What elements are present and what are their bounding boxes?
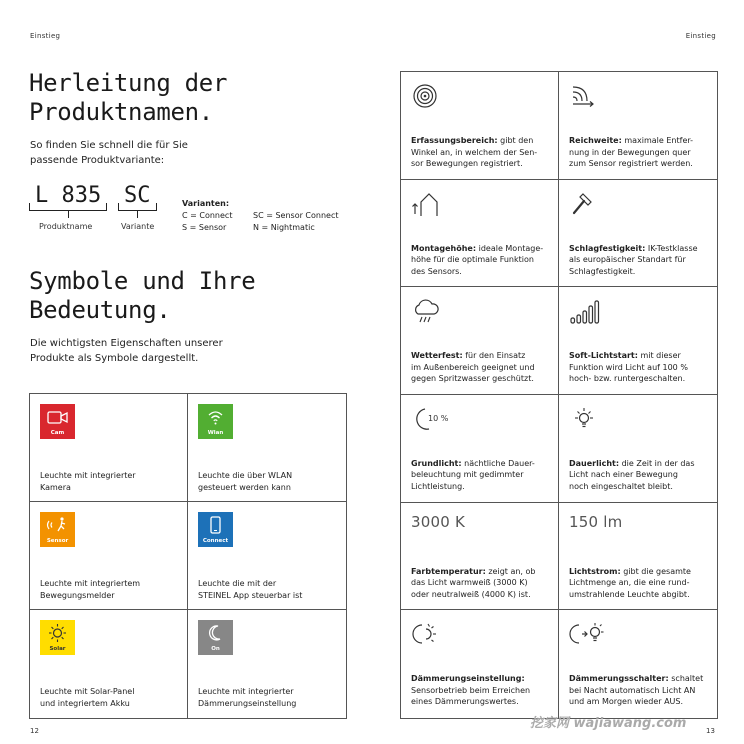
twilight-switch-icon — [569, 620, 629, 648]
detection-range-icon — [411, 82, 471, 110]
motion-sensor-icon: Sensor — [40, 512, 75, 547]
moon-icon: On — [198, 620, 233, 655]
hammer-icon — [569, 190, 629, 218]
section-title-product-names: Herleitung der Produktnamen. — [29, 69, 228, 126]
symbol-cell-color-temperature: 3000 K Farbtemperatur: zeigt an, ob das Licht warmweiß (3000 K) oder neutralweiß (4000 K) ist. — [401, 503, 559, 611]
sun-icon: Solar — [40, 620, 75, 655]
product-name-label: Produktname — [39, 222, 93, 231]
twilight-setting-icon — [411, 620, 471, 648]
page-number-right: 13 — [706, 727, 715, 735]
mounting-height-icon — [411, 190, 471, 218]
base-light-percentage: 10 % — [428, 413, 449, 423]
symbol-cell-base-light: 10 % Grundlicht: nächtliche Dauer- beleuchtung mit gedimmter Lichtleistung. — [401, 395, 559, 503]
section-title-symbols: Symbole und Ihre Bedeutung. — [29, 267, 256, 324]
symbol-cell-reach: Reichweite: maximale Entfer- nung in der Bewegungen quer zum Sensor registriert werden. — [559, 72, 717, 180]
symbol-cell-soft-start: Soft-Lichtstart: mit dieser Funktion wird Licht auf 100 % hoch- bzw. runtergeschalten. — [559, 287, 717, 395]
section-subtitle-symbols: Die wichtigsten Eigenschaften unserer Produkte als Symbole dargestellt. — [30, 338, 223, 364]
feature-cell-cam: Cam Leuchte mit integrierter Kamera — [30, 394, 188, 502]
feature-cell-on: On Leuchte mit integrierter Dämmerungseinstellung — [188, 610, 346, 718]
section-subtitle-product-names: So finden Sie schnell die für Sie passende Produktvariante: — [30, 140, 188, 166]
feature-cell-connect: Connect Leuchte die mit der STEINEL App steuerbar ist — [188, 502, 346, 610]
variant-label: Variante — [121, 222, 155, 231]
symbol-cell-detection-range: Erfassungsbereich: gibt den Winkel an, in welchem der Sen- sor Bewegungen registriert. — [401, 72, 559, 180]
product-name-code: L 835 — [29, 184, 107, 208]
symbol-cell-permanent-light: Dauerlicht: die Zeit in der das Licht nach einer Bewegung noch eingeschaltet bleibt. — [559, 395, 717, 503]
permanent-light-icon — [569, 405, 629, 433]
feature-cell-sensor: Sensor Leuchte mit integriertem Bewegungsmelder — [30, 502, 188, 610]
symbol-cell-weatherproof: Wetterfest: für den Einsatz im Außenbereich geeignet und gegen Spritzwasser geschützt. — [401, 287, 559, 395]
camera-icon: Cam — [40, 404, 75, 439]
moon-icon — [411, 405, 471, 433]
symbol-cell-luminous-flux: 150 lm Lichtstrom: gibt die gesamte Lichtmenge an, die eine rund- umstrahlende Leuchte abgibt. — [559, 503, 717, 611]
wifi-icon: Wlan — [198, 404, 233, 439]
feature-cell-wlan: Wlan Leuchte die über WLAN gesteuert werden kann — [188, 394, 346, 502]
feature-cell-solar: Solar Leuchte mit Solar-Panel und integriertem Akku — [30, 610, 188, 718]
page-header-left: Einstieg — [30, 32, 61, 40]
reach-icon — [569, 82, 629, 110]
variant-code: SC — [118, 184, 157, 208]
page-number-left: 12 — [30, 727, 39, 735]
variants-legend: Varianten: C = Connect SC = Sensor Connect S = Sensor N = Nightmatic — [182, 199, 339, 232]
feature-badge-grid — [29, 393, 347, 719]
soft-start-icon — [569, 297, 629, 325]
page-header-right: Einstieg — [685, 32, 716, 40]
rain-cloud-icon — [411, 297, 471, 325]
smartphone-icon: Connect — [198, 512, 233, 547]
luminous-flux-value: 150 lm — [569, 512, 623, 531]
symbol-cell-mounting-height: Montagehöhe: ideale Montage- höhe für die optimale Funktion des Sensors. — [401, 180, 559, 288]
color-temperature-value: 3000 K — [411, 512, 465, 531]
symbol-cell-twilight-switch: Dämmerungsschalter: schaltet bei Nacht automatisch Licht AN und am Morgen wieder AUS. — [559, 610, 717, 718]
symbol-cell-impact-resistance: Schlagfestigkeit: IK-Testklasse als europäischer Standart für Schlagfestigkeit. — [559, 180, 717, 288]
watermark: 挖家网 wajiawang.com — [530, 716, 687, 731]
symbol-legend-grid — [400, 71, 718, 719]
symbol-cell-twilight-setting: Dämmerungseinstellung: Sensorbetrieb beim Erreichen eines Dämmerungswertes. — [401, 610, 559, 718]
